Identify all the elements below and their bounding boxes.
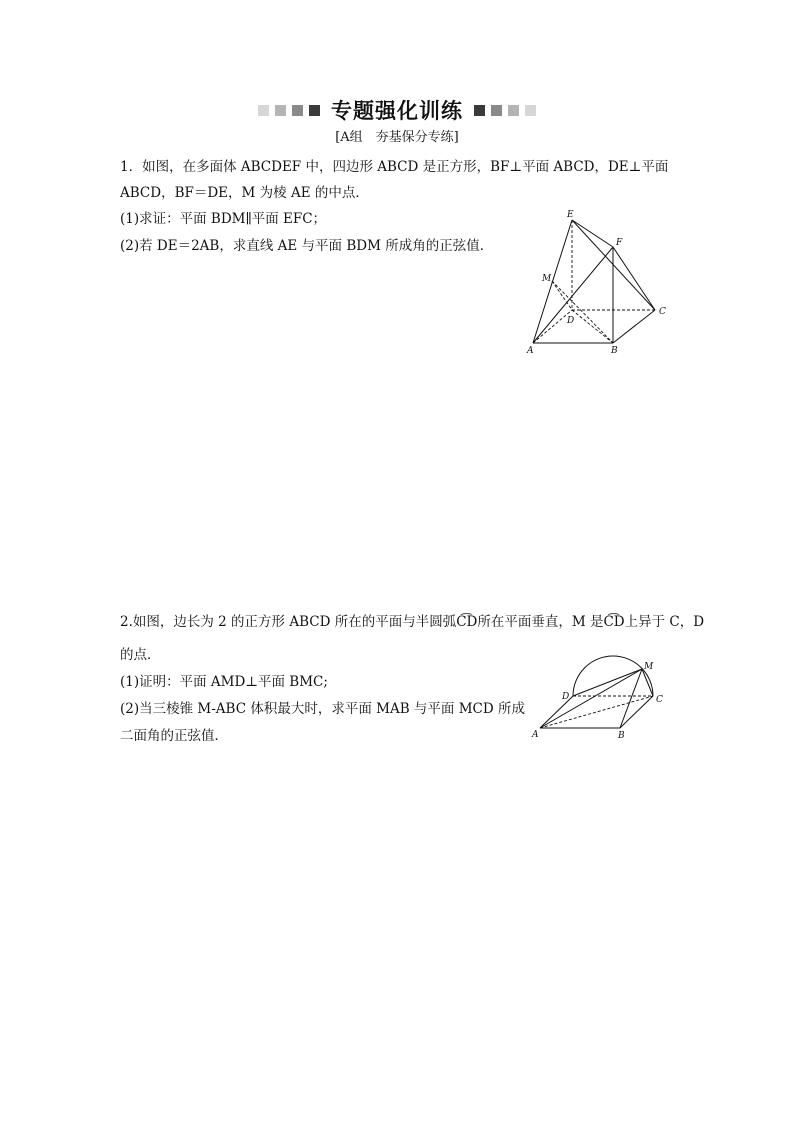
decor-square — [292, 105, 303, 116]
problem2-part2-cont: 二面角的正弦值． — [120, 728, 228, 744]
problem2-line1: 2.如图，边长为 2 的正方形 ABCD 所在的平面与半圆弧C͡D所在平面垂直，M 是C͡D上异于 C，D — [120, 614, 705, 630]
label-A: A — [532, 730, 539, 740]
problem2-part2: (2)当三棱锥 M-ABC 体积最大时，求平面 MAB 与平面 MCD 所成 — [120, 701, 525, 717]
semicircle-figure — [525, 652, 675, 744]
label-E: E — [567, 210, 574, 220]
label-M: M — [542, 274, 552, 284]
decor-square — [508, 105, 519, 116]
label-D: D — [562, 692, 570, 702]
polyhedron-figure — [520, 205, 680, 360]
label-M: M — [644, 662, 654, 672]
decor-square — [525, 105, 536, 116]
page-title: 专题强化训练 — [331, 99, 463, 123]
decor-square — [275, 105, 286, 116]
label-C: C — [656, 695, 663, 705]
label-C: C — [659, 307, 666, 317]
problem2-part1: (1)证明：平面 AMD⊥平面 BMC; — [120, 674, 328, 690]
label-B: B — [611, 346, 618, 356]
label-F: F — [616, 238, 623, 248]
decor-square — [258, 105, 269, 116]
decor-square — [474, 105, 485, 116]
label-A: A — [527, 346, 534, 356]
problem1-part1: (1)求证：平面 BDM∥平面 EFC； — [120, 211, 327, 227]
section-header — [0, 95, 794, 125]
problem1-part2: (2)若 DE＝2AB，求直线 AE 与平面 BDM 所成角的正弦值． — [120, 238, 494, 254]
label-D: D — [567, 316, 575, 326]
decor-square — [491, 105, 502, 116]
label-B: B — [618, 731, 625, 741]
problem1-line1: 1．如图，在多面体 ABCDEF 中，四边形 ABCD 是正方形，BF⊥平面 ABCD，DE⊥平面 — [120, 159, 669, 175]
problem2-line2: 的点． — [120, 647, 161, 663]
page-subtitle: [A组 夯基保分专练] — [335, 130, 459, 145]
decor-square — [309, 105, 320, 116]
problem1-line2: ABCD，BF＝DE，M 为棱 AE 的中点． — [120, 185, 369, 201]
